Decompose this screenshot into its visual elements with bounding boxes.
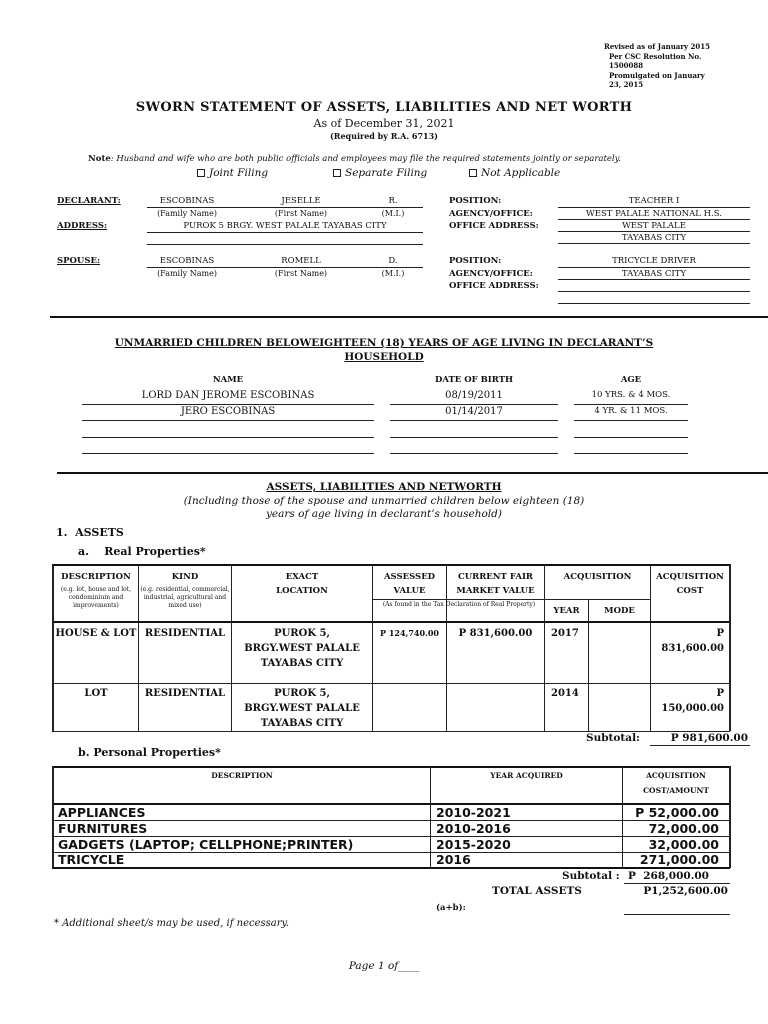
spouse-family-name: ESCOBINAS: [159, 256, 215, 266]
declarant-office-address: WEST PALALE: [622, 221, 686, 231]
as-of-date: As of December 31, 2021: [313, 117, 455, 130]
col-location-2: LOCATION: [276, 586, 328, 596]
col-cost: ACQUISITION: [656, 572, 724, 582]
spouse-label: SPOUSE:: [57, 256, 101, 266]
declarant-label: DECLARANT:: [57, 196, 121, 206]
spouse-office-address-label: OFFICE ADDRESS:: [449, 281, 539, 291]
filing-option-not-applicable[interactable]: Not Applicable: [469, 167, 560, 179]
declarant-agency: WEST PALALE NATIONAL H.S.: [586, 209, 722, 219]
spouse-mi: D.: [388, 256, 398, 266]
filing-option-joint[interactable]: Joint Filing: [197, 167, 268, 179]
page-number: Page 1 of____: [348, 960, 420, 972]
col-location: EXACT: [285, 572, 319, 582]
real-year: 2014: [551, 688, 579, 699]
col-cost-2: COST: [676, 586, 704, 596]
real-subtotal-value: P 981,600.00: [670, 732, 748, 744]
agency-label: AGENCY/OFFICE:: [449, 209, 533, 219]
col-kind-note: (e.g. residential, commercial, industrial, agricultural and mixed use): [140, 586, 230, 609]
child-name: JERO ESCOBINAS: [180, 406, 276, 417]
position-label: POSITION:: [449, 196, 502, 206]
revision-line: Per CSC Resolution No.: [609, 52, 702, 61]
real-description: HOUSE & LOT: [55, 628, 137, 639]
address-label: ADDRESS:: [57, 221, 108, 231]
real-assessed: P 124,740.00: [380, 628, 439, 638]
real-cost: P 831,600.00: [661, 628, 724, 654]
assets-heading: 1. ASSETS: [56, 526, 124, 539]
child-dob: 01/14/2017: [445, 406, 503, 417]
filing-option-separate[interactable]: Separate Filing: [333, 167, 427, 179]
assets-subtitle-2: years of age living in declarant’s household): [266, 508, 502, 520]
declarant-first-name: JESELLE: [281, 196, 321, 206]
col-personal-description: DESCRIPTION: [211, 771, 273, 780]
personal-description: GADGETS (LAPTOP; CELLPHONE;PRINTER): [58, 837, 354, 852]
col-acquisition-cost: ACQUISITION: [646, 771, 706, 780]
spouse-position: TRICYCLE DRIVER: [612, 256, 696, 266]
total-assets-ab: (a+b):: [436, 903, 466, 913]
spouse-first-name: ROMELL: [281, 256, 321, 266]
col-acquisition-cost-2: COST/AMOUNT: [643, 786, 709, 795]
revision-line: 1500088: [609, 61, 644, 70]
declarant-mi: R.: [388, 196, 398, 206]
col-description-note: (e.g. lot, house and lot, condominium and improvements): [60, 586, 132, 609]
assets-title: ASSETS, LIABILITIES AND NETWORTH: [266, 481, 502, 493]
real-year: 2017: [551, 628, 579, 639]
children-age-header: AGE: [620, 375, 642, 385]
spouse-agency: TAYABAS CITY: [621, 269, 687, 279]
office-address-label: OFFICE ADDRESS:: [449, 221, 539, 231]
real-location: PUROK 5, BRGY.WEST PALALE TAYABAS CITY: [244, 628, 360, 669]
declarant-address: PUROK 5 BRGY. WEST PALALE TAYABAS CITY: [183, 221, 387, 231]
children-dob-header: DATE OF BIRTH: [434, 375, 514, 385]
col-year-acquired: YEAR ACQUIRED: [490, 771, 563, 780]
personal-cost: P 52,000.00: [635, 805, 719, 820]
personal-year: 2010-2021: [436, 805, 511, 820]
family-name-caption: (Family Name): [157, 269, 217, 278]
first-name-caption: (First Name): [274, 269, 328, 278]
note-text: : Husband and wife who are both public officials and employees may file the required statements jointly or separately.: [110, 154, 621, 164]
mi-caption: (M.I.): [381, 269, 405, 278]
real-kind: RESIDENTIAL: [144, 628, 226, 639]
note-label: Note: [88, 154, 111, 164]
mi-caption: (M.I.): [381, 209, 405, 218]
revision-line: 23, 2015: [609, 80, 644, 89]
children-title: UNMARRIED CHILDREN BELOWEIGHTEEN (18) YEARS OF AGE LIVING IN DECLARANT’S: [114, 337, 654, 349]
personal-subtotal-value: P 268,000.00: [628, 870, 709, 882]
family-name-caption: (Family Name): [157, 209, 217, 218]
declarant-family-name: ESCOBINAS: [159, 196, 215, 206]
real-cost: P 150,000.00: [661, 688, 724, 714]
personal-year: 2015-2020: [436, 837, 511, 852]
note: [88, 154, 621, 164]
col-mode: MODE: [604, 606, 635, 616]
children-title-2: HOUSEHOLD: [344, 351, 424, 363]
real-fair-value: P 831,600.00: [458, 628, 533, 639]
footnote: * Additional sheet/s may be used, if necessary.: [54, 918, 290, 929]
col-description: DESCRIPTION: [61, 572, 131, 582]
child-dob: 08/19/2011: [445, 390, 503, 401]
personal-properties-heading: b. Personal Properties*: [78, 746, 221, 759]
tax-declaration-note: (As found in the Tax Declaration of Real Property): [382, 601, 536, 608]
personal-year: 2010-2016: [436, 821, 511, 836]
child-name: LORD DAN JEROME ESCOBINAS: [141, 390, 315, 401]
spouse-position-label: POSITION:: [449, 256, 502, 266]
real-kind: RESIDENTIAL: [144, 688, 226, 699]
children-name-header: NAME: [212, 375, 244, 385]
assets-subtitle: (Including those of the spouse and unmarried children below eighteen (18): [183, 495, 585, 507]
total-assets-value: P1,252,600.00: [643, 885, 728, 897]
real-subtotal-label: Subtotal:: [586, 732, 640, 744]
real-properties-heading: a. Real Properties*: [78, 545, 206, 558]
child-age: 10 YRS. & 4 MOS.: [591, 390, 671, 400]
personal-cost: 271,000.00: [639, 852, 719, 867]
checkbox-icon[interactable]: [469, 169, 477, 177]
spouse-agency-label: AGENCY/OFFICE:: [449, 269, 533, 279]
col-acquisition: ACQUISITION: [563, 572, 632, 582]
personal-description: TRICYCLE: [58, 852, 125, 867]
col-kind: KIND: [171, 572, 199, 582]
child-age: 4 YR. & 11 MOS.: [594, 406, 668, 416]
declarant-position: TEACHER I: [628, 196, 680, 206]
page-title: SWORN STATEMENT OF ASSETS, LIABILITIES AND NET WORTH: [135, 100, 633, 115]
first-name-caption: (First Name): [274, 209, 328, 218]
col-assessed-2: VALUE: [393, 586, 426, 596]
real-description: LOT: [84, 688, 108, 699]
col-fair-value-2: MARKET VALUE: [456, 586, 535, 596]
checkbox-icon[interactable]: [197, 169, 205, 177]
col-year: YEAR: [553, 606, 580, 616]
personal-description: APPLIANCES: [58, 805, 146, 820]
revision-line: Promulgated on January: [609, 71, 705, 80]
real-location: PUROK 5, BRGY.WEST PALALE TAYABAS CITY: [244, 688, 360, 729]
personal-cost: 32,000.00: [648, 837, 719, 852]
revision-line: Revised as of January 2015: [604, 42, 710, 51]
personal-description: FURNITURES: [58, 821, 148, 836]
personal-subtotal-label: Subtotal :: [562, 870, 620, 882]
personal-year: 2016: [436, 852, 471, 867]
required-by: (Required by R.A. 6713): [330, 131, 438, 141]
col-fair-value: CURRENT FAIR: [457, 572, 533, 582]
declarant-office-city: TAYABAS CITY: [621, 233, 687, 243]
total-assets-label: TOTAL ASSETS: [492, 885, 582, 897]
checkbox-icon[interactable]: [333, 169, 341, 177]
col-assessed: ASSESSED: [383, 572, 436, 582]
personal-cost: 72,000.00: [648, 821, 719, 836]
